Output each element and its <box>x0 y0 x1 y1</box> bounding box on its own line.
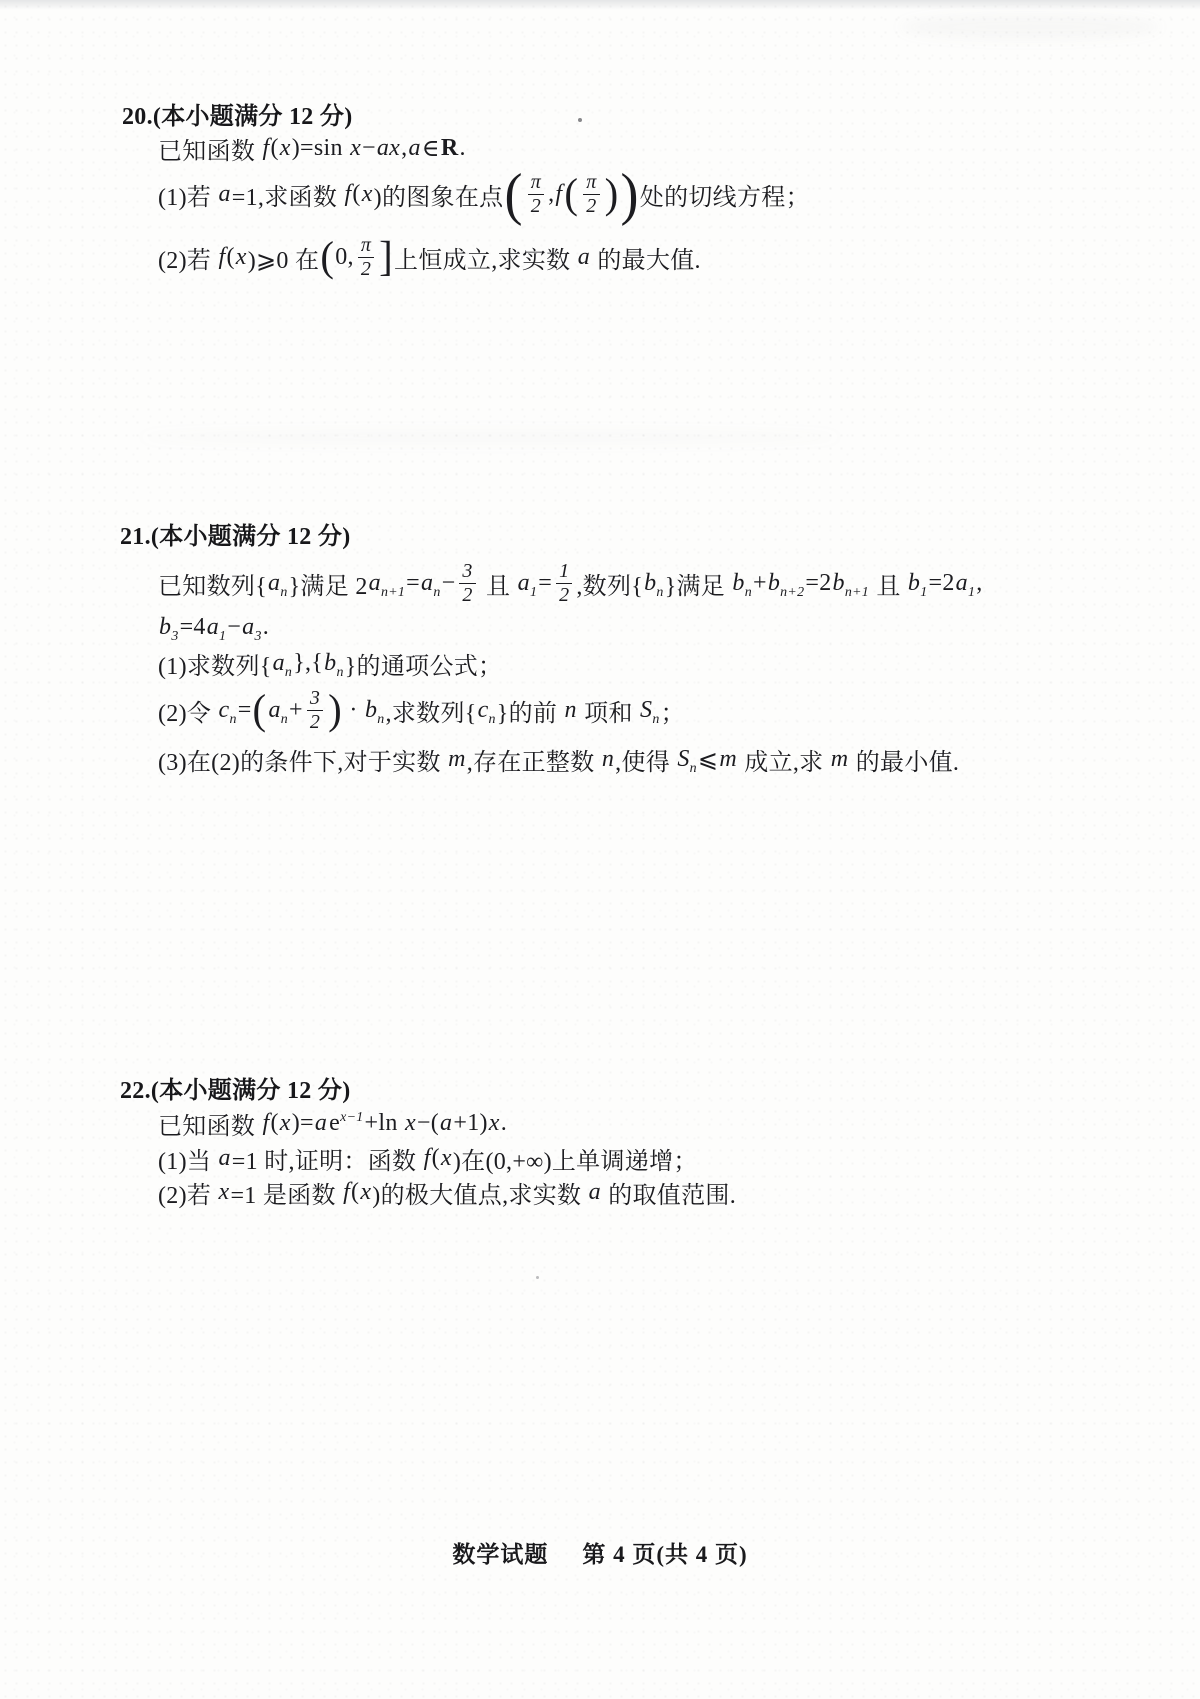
page-footer <box>0 1536 1200 1569</box>
scan-dot-artifact <box>536 1276 539 1279</box>
scan-dot-artifact <box>578 118 582 122</box>
problem-20-header: 20.(本小题满分 12 分) <box>122 104 353 130</box>
footer-page-number: 第 4 页(共 4 页) <box>582 1542 748 1567</box>
problem-22-question-2: (2)若 x =1 是函数 f ( x )的极大值点,求实数 a 的取值范围. <box>158 1179 737 1209</box>
problem-22-question-1: (1)当 a =1 时,证明：函数 f ( x )在(0,+∞)上单调递增； <box>158 1145 698 1175</box>
problem-20-given: 已知函数 f ( x )=sin x − ax , a ∈ R . <box>158 135 466 165</box>
problem-20-question-2: (2)若 f ( x )⩾0 在 ( 0, $\frac{\pi}{2}$ ] 上恒成立,求实数 a 的最大值. <box>158 232 701 280</box>
problem-21-question-2: (2)令 $c_n$ = ( $a_n$ + $\frac{3}{2}$ ) · $b_n$ ,求数列{ $c_n$ }的前 n 项和 $S_n$ ； <box>158 685 685 733</box>
problem-21-given-line-2: $b_3$ =4 $a_1$ − $a_3$ . <box>159 614 270 644</box>
problem-21-header: 21.(本小题满分 12 分) <box>120 524 351 550</box>
problem-21-question-3: (3)在(2)的条件下,对于实数 m ,存在正整数 n ,使得 $S_n$ ⩽ m 成立,求 m 的最小值. <box>158 746 960 776</box>
problem-21-given-line-1: 已知数列{ $a_n$ }满足 2 $a_{n+1}$ = $a_n$ − $\frac{3}{2}$ 且 $a_1$ = $\frac{1}{2}$ ,数列{ $b_n$ }满足 $b_n$ + $b_{n+2}$ =2 $b_{n+1}$ 且 $b_1$ =2 $a_1$ , <box>158 559 983 606</box>
problem-21-question-1: (1)求数列{ $a_n$ },{ $b_n$ }的通项公式； <box>158 650 503 680</box>
scan-edge-artifact <box>0 0 1200 10</box>
footer-exam-title: 数学试题 <box>452 1542 549 1567</box>
scan-smudge <box>900 14 1160 40</box>
problem-22-given: 已知函数 f ( x )= a $e^{x-1}$ +ln x −( a +1) x . <box>158 1110 508 1140</box>
scan-smudge <box>140 430 840 444</box>
problem-20-question-1: (1)若 a =1,求函数 f ( x )的图象在点 ( $\frac{\pi}{2}$ , f ( $\frac{\pi}{2}$ ) ) 处的切线方程； <box>158 161 810 227</box>
problem-22-header: 22.(本小题满分 12 分) <box>120 1078 351 1104</box>
